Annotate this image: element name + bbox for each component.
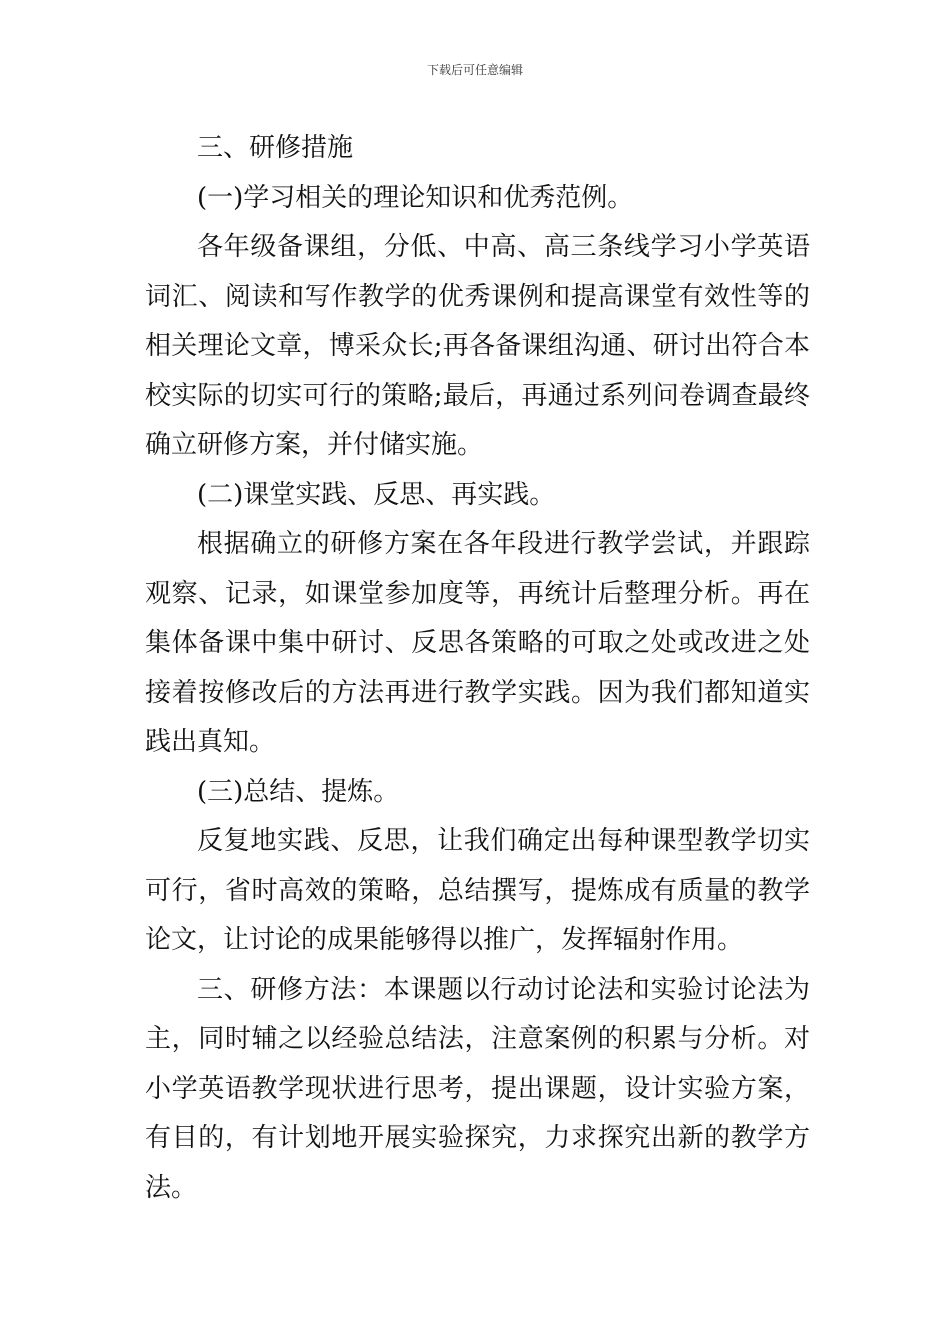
subheading-theory-study: (一)学习相关的理论知识和优秀范例。 — [197, 182, 634, 213]
paragraph-summary: 反复地实践、反思，让我们确定出每种课型教学切实可行，省时高效的策略，总结撰写，提炼成有质量的教学论文，让讨论的成果能够得以推广，发挥辐射作用。 — [145, 826, 810, 955]
paragraph-classroom-practice: 根据确立的研修方案在各年段进行教学尝试，并跟踪观察、记录，如课堂参加度等，再统计后整理分析。再在集体备课中集中研讨、反思各策略的可取之处或改进之处接着按修改后的方法再进行教学实践。因为我们都知道实践出真知。 — [145, 529, 810, 757]
document-body — [145, 124, 810, 1213]
subheading-classroom-practice: (二)课堂实践、反思、再实践。 — [197, 479, 556, 510]
paragraph-research-methods: 三、研修方法：本课题以行动讨论法和实验讨论法为主，同时辅之以经验总结法，注意案例的积累与分析。对小学英语教学现状进行思考，提出课题，设计实验方案，有目的，有计划地开展实验探究，力求探究出新的教学方法。 — [145, 974, 810, 1203]
subheading-summary: (三)总结、提炼。 — [197, 776, 400, 807]
section-heading-measures: 三、研修措施 — [197, 133, 354, 163]
page-header: 下载后可任意编辑 — [426, 63, 523, 77]
paragraph-theory-study: 各年级备课组，分低、中高、高三条线学习小学英语词汇、阅读和写作教学的优秀课例和提高课堂有效性等的相关理论文章，博采众长;再各备课组沟通、研讨出符合本校实际的切实可行的策略;最后，再通过系列问卷调查最终确立研修方案，并付储实施。 — [145, 232, 810, 460]
